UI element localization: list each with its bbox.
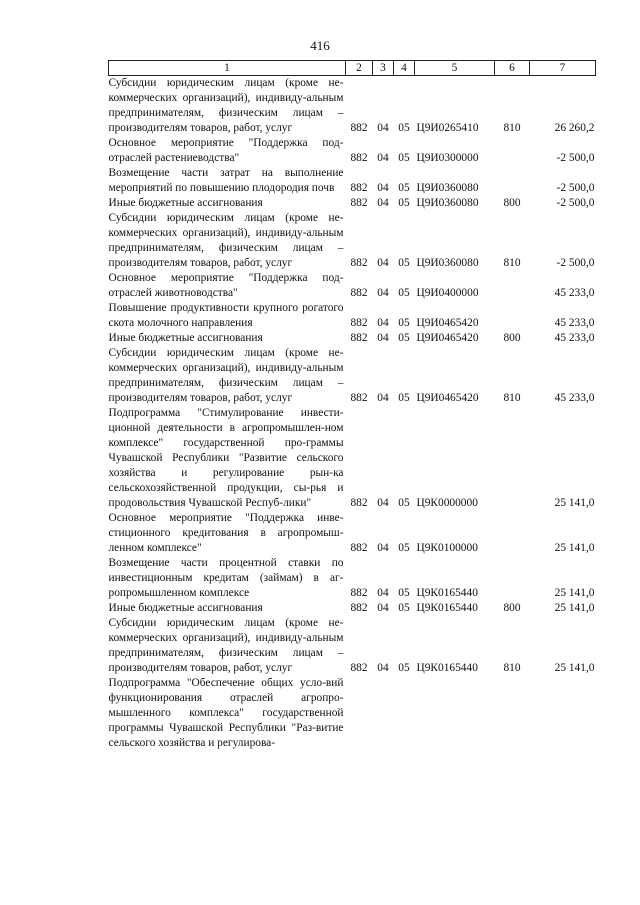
row-subsection-code: 05 [398,602,410,614]
row-subsection-code: 05 [398,317,410,329]
row-department-code: 882 [350,497,368,509]
row-target-article: Ц9К0165440 [416,602,478,614]
row-department-code: 882 [350,317,368,329]
row-target-article: Ц9И0465420 [416,392,479,404]
row-name-cell: Возмещение части затрат на выполнение мероприятий по повышению плодородия почв [108,167,344,194]
row-expense-type [495,511,530,556]
row-section-code: 04 [377,257,389,269]
row-section-code: 04 [377,392,389,404]
row-amount: -2 500,0 [556,152,595,164]
row-section-code: 04 [377,317,389,329]
row-department-code: 882 [350,122,368,134]
row-subsection-code: 05 [398,587,410,599]
row-name-cell: Возмещение части процентной ставки по инвестиционным кредитам (займам) в аг-ропромышленном комплексе [108,557,344,599]
table-row [109,301,596,331]
row-amount: 26 260,2 [554,122,595,134]
row-target-article: Ц9И0265410 [416,122,479,134]
table-row [109,406,596,511]
row-subsection-code: 05 [398,497,410,509]
row-expense-type: 800 [503,197,521,209]
table-row [109,136,596,166]
row-subsection-code: 05 [398,152,410,164]
row-amount: 45 233,0 [554,317,595,329]
row-expense-type: 810 [503,392,521,404]
row-expense-type [495,301,530,331]
row-department-code: 882 [350,257,368,269]
row-target-article: Ц9И0360080 [416,257,479,269]
row-name-cell: Иные бюджетные ассигнования [108,332,263,344]
row-name-cell: Субсидии юридическим лицам (кроме не-коммерческих организаций), индивиду-альным предпринимателям, физическим лицам – производителям товаров, работ, услуг [108,347,344,404]
row-target-article: Ц9К0100000 [416,542,478,554]
row-section-code: 04 [377,182,389,194]
column-header-name: 1 [109,61,346,76]
row-target-article: Ц9К0165440 [416,662,478,674]
row-subsection-code: 05 [398,197,410,209]
row-expense-type: 810 [503,257,521,269]
row-name-cell: Субсидии юридическим лицам (кроме не-коммерческих организаций), индивиду-альным предпринимателям, физическим лицам – производителям товаров, работ, услуг [108,212,344,269]
row-expense-type [495,166,530,196]
row-section-code [373,676,394,751]
row-subsection-code: 05 [398,122,410,134]
row-amount: 45 233,0 [554,392,595,404]
table-row [109,511,596,556]
table-row [109,556,596,601]
row-section-code: 04 [377,287,389,299]
row-amount: 25 141,0 [554,542,595,554]
table-row [109,601,596,616]
row-name-cell: Иные бюджетные ассигнования [108,602,263,614]
row-section-code: 04 [377,152,389,164]
row-amount: -2 500,0 [556,182,595,194]
row-amount: 25 141,0 [554,587,595,599]
table-row [109,211,596,271]
table-row [109,166,596,196]
row-subsection-code: 05 [398,662,410,674]
row-expense-type: 800 [503,602,521,614]
row-subsection-code [394,676,415,751]
row-subsection-code: 05 [398,392,410,404]
row-department-code: 882 [350,152,368,164]
row-expense-type [495,406,530,511]
row-subsection-code: 05 [398,332,410,344]
row-amount: 25 141,0 [554,497,595,509]
row-amount: 25 141,0 [554,662,595,674]
row-department-code: 882 [350,182,368,194]
row-amount: 45 233,0 [554,287,595,299]
row-target-article: Ц9К0000000 [416,497,478,509]
table-row [109,196,596,211]
row-section-code: 04 [377,497,389,509]
column-header-sum: 7 [530,61,596,76]
row-amount: -2 500,0 [556,257,595,269]
row-section-code: 04 [377,542,389,554]
row-department-code: 882 [350,587,368,599]
column-header-pr: 4 [394,61,415,76]
row-expense-type: 810 [503,122,521,134]
row-expense-type: 800 [503,332,521,344]
row-department-code: 882 [350,392,368,404]
row-target-article: Ц9К0165440 [416,587,478,599]
row-name-cell: Субсидии юридическим лицам (кроме не-коммерческих организаций), индивиду-альным предпринимателям, физическим лицам – производителям товаров, работ, услуг [108,617,344,674]
table-row [109,331,596,346]
row-expense-type [495,556,530,601]
row-target-article [415,676,495,751]
column-header-vr: 6 [495,61,530,76]
row-target-article: Ц9И0400000 [416,287,479,299]
column-header-csr: 5 [415,61,495,76]
table-row [109,76,596,137]
row-name-cell: Подпрограмма "Обеспечение общих усло-вий функционирования отраслей агропро-мышленного комплекса" государственной программы Чувашской Республики "Раз-витие сельского хозяйства и регулирова- [108,677,344,749]
row-department-code: 882 [350,197,368,209]
row-subsection-code: 05 [398,287,410,299]
table-row [109,676,596,751]
row-name-cell: Субсидии юридическим лицам (кроме не-коммерческих организаций), индивиду-альным предпринимателям, физическим лицам – производителям товаров, работ, услуг [108,77,344,134]
row-section-code: 04 [377,122,389,134]
row-expense-type [495,676,530,751]
row-target-article: Ц9И0300000 [416,152,479,164]
row-name-cell: Подпрограмма "Стимулирование инвести-ционной деятельности в агропромышлен-ном комплексе" государственной про-граммы Чувашской Республики "Развитие сельского хозяйства и регулирование рын-ка сельскохозяйственной продукции, сы-рья и продовольствия Чувашской Респуб-лики" [108,407,344,509]
row-department-code: 882 [350,287,368,299]
row-expense-type: 810 [503,662,521,674]
table-row [109,271,596,301]
column-header-ved: 2 [346,61,373,76]
row-department-code: 882 [350,332,368,344]
page-number: 416 [310,38,330,53]
row-expense-type [495,136,530,166]
row-section-code: 04 [377,662,389,674]
table-body [109,76,596,752]
table-row [109,346,596,406]
table-header-row [109,61,596,76]
row-section-code: 04 [377,602,389,614]
row-amount: -2 500,0 [556,197,595,209]
row-name-cell: Основное мероприятие "Поддержка инве-стиционного кредитования в агропромыш-ленном комплексе" [108,512,344,554]
row-subsection-code: 05 [398,257,410,269]
row-name-cell: Иные бюджетные ассигнования [108,197,263,209]
row-department-code: 882 [350,662,368,674]
row-amount: 45 233,0 [554,332,595,344]
row-name-cell: Повышение продуктивности крупного рогатого скота молочного направления [108,302,344,329]
row-name-cell: Основное мероприятие "Поддержка под-отраслей растениеводства" [108,137,344,164]
row-target-article: Ц9И0465420 [416,317,479,329]
row-department-code: 882 [350,602,368,614]
row-subsection-code: 05 [398,542,410,554]
row-target-article: Ц9И0360080 [416,197,479,209]
row-department-code: 882 [350,542,368,554]
row-subsection-code: 05 [398,182,410,194]
row-section-code: 04 [377,587,389,599]
column-header-rz: 3 [373,61,394,76]
table-row [109,616,596,676]
row-target-article: Ц9И0465420 [416,332,479,344]
budget-table [108,60,596,751]
row-expense-type [495,271,530,301]
row-name-cell: Основное мероприятие "Поддержка под-отраслей животноводства" [108,272,344,299]
row-department-code [346,676,373,751]
row-amount: 25 141,0 [554,602,595,614]
row-section-code: 04 [377,197,389,209]
row-amount [530,676,596,751]
row-section-code: 04 [377,332,389,344]
row-target-article: Ц9И0360080 [416,182,479,194]
